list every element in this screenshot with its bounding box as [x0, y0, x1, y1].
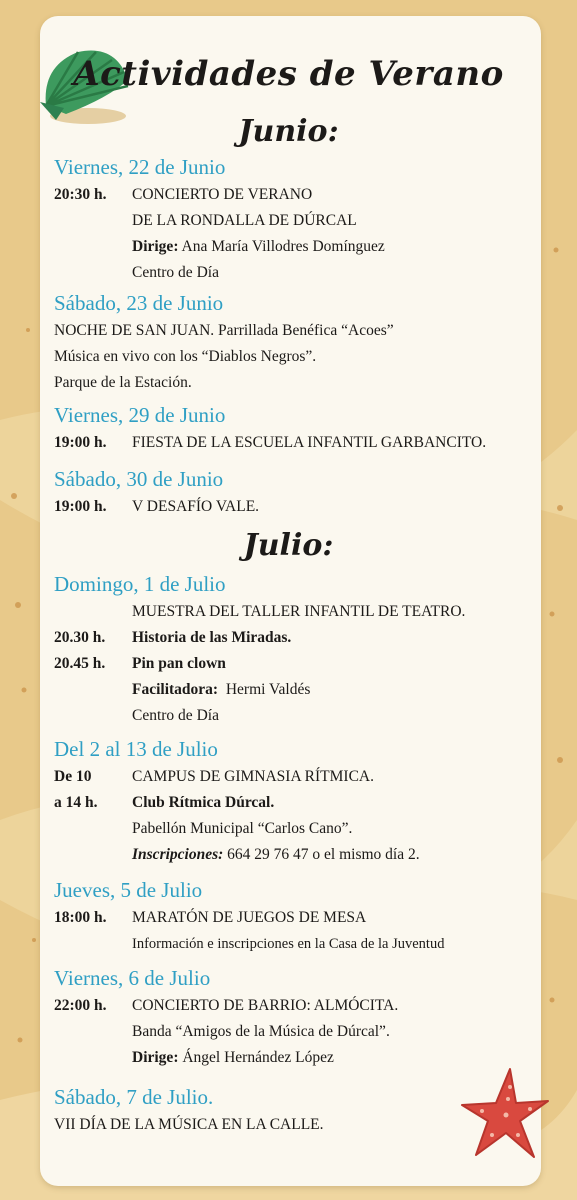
event-title: DE LA RONDALLA DE DÚRCAL	[132, 212, 357, 229]
director-label: Dirige:	[132, 238, 179, 255]
director-name: Ángel Hernández López	[182, 1049, 334, 1066]
event-detail: Música en vivo con los “Diablos Negros”.	[54, 348, 317, 365]
event-time: De 10	[54, 768, 92, 785]
event-title: FIESTA DE LA ESCUELA INFANTIL GARBANCITO.	[132, 434, 487, 451]
event-time: 19:00 h.	[54, 434, 107, 451]
event-director	[132, 1049, 334, 1067]
director-label: Dirige:	[132, 1049, 179, 1066]
page-title: Actividades de Verano	[73, 54, 504, 94]
event-title-main: NOCHE DE SAN JUAN.	[54, 322, 215, 339]
facilitator-label: Facilitadora:	[132, 681, 219, 698]
event-date: Sábado, 30 de Junio	[54, 467, 224, 491]
event-facilitator	[132, 681, 310, 699]
event-title: VII DÍA DE LA MÚSICA EN LA CALLE.	[54, 1116, 324, 1133]
event-title-rest: Parrillada Benéfica “Acoes”	[218, 322, 394, 339]
event-inscriptions	[132, 846, 420, 864]
event-time: a 14 h.	[54, 794, 98, 811]
event-title: V DESAFÍO VALE.	[132, 498, 260, 515]
month-heading-junio: Junio:	[238, 114, 339, 149]
event-title: CONCIERTO DE BARRIO: ALMÓCITA.	[132, 997, 399, 1014]
event-place: Pabellón Municipal “Carlos Cano”.	[132, 820, 353, 837]
starfish-icon	[458, 1065, 550, 1165]
facilitator-name: Hermi Valdés	[225, 681, 311, 698]
event-title: MARATÓN DE JUEGOS DE MESA	[132, 909, 367, 926]
director-name: Ana María Villodres Domínguez	[181, 238, 385, 255]
event-place: Centro de Día	[132, 264, 219, 281]
event-time: 20.45 h.	[54, 655, 106, 672]
month-heading-julio: Julio:	[243, 528, 334, 563]
event-date: Domingo, 1 de Julio	[54, 572, 226, 596]
event-item: Historia de las Miradas.	[132, 629, 292, 646]
event-info: Información e inscripciones en la Casa de la Juventud	[132, 936, 445, 952]
event-time: 20.30 h.	[54, 629, 106, 646]
event-club: Club Rítmica Dúrcal.	[132, 794, 275, 811]
event-time: 22:00 h.	[54, 997, 107, 1014]
event-item: Pin pan clown	[132, 655, 226, 672]
event-date: Viernes, 29 de Junio	[54, 403, 226, 427]
inscriptions-label: Inscripciones:	[132, 846, 224, 863]
event-time: 20:30 h.	[54, 186, 107, 203]
event-title: CAMPUS DE GIMNASIA RÍTMICA.	[132, 768, 374, 785]
event-time: 18:00 h.	[54, 909, 107, 926]
event-date: Viernes, 22 de Junio	[54, 155, 226, 179]
event-title	[54, 322, 394, 340]
event-band: Banda “Amigos de la Música de Dúrcal”.	[132, 1023, 390, 1040]
event-director	[132, 238, 385, 256]
event-date: Sábado, 23 de Junio	[54, 291, 224, 315]
event-date: Sábado, 7 de Julio.	[54, 1085, 214, 1109]
inscriptions-value: 664 29 76 47 o el mismo día 2.	[227, 846, 420, 863]
event-date: Viernes, 6 de Julio	[54, 966, 211, 990]
event-title: CONCIERTO DE VERANO	[132, 186, 313, 203]
event-time: 19:00 h.	[54, 498, 107, 515]
event-place: Centro de Día	[132, 707, 219, 724]
event-place: Parque de la Estación.	[54, 374, 192, 391]
event-title: MUESTRA DEL TALLER INFANTIL DE TEATRO.	[132, 603, 466, 620]
event-date: Jueves, 5 de Julio	[54, 878, 203, 902]
event-date: Del 2 al 13 de Julio	[54, 737, 218, 761]
